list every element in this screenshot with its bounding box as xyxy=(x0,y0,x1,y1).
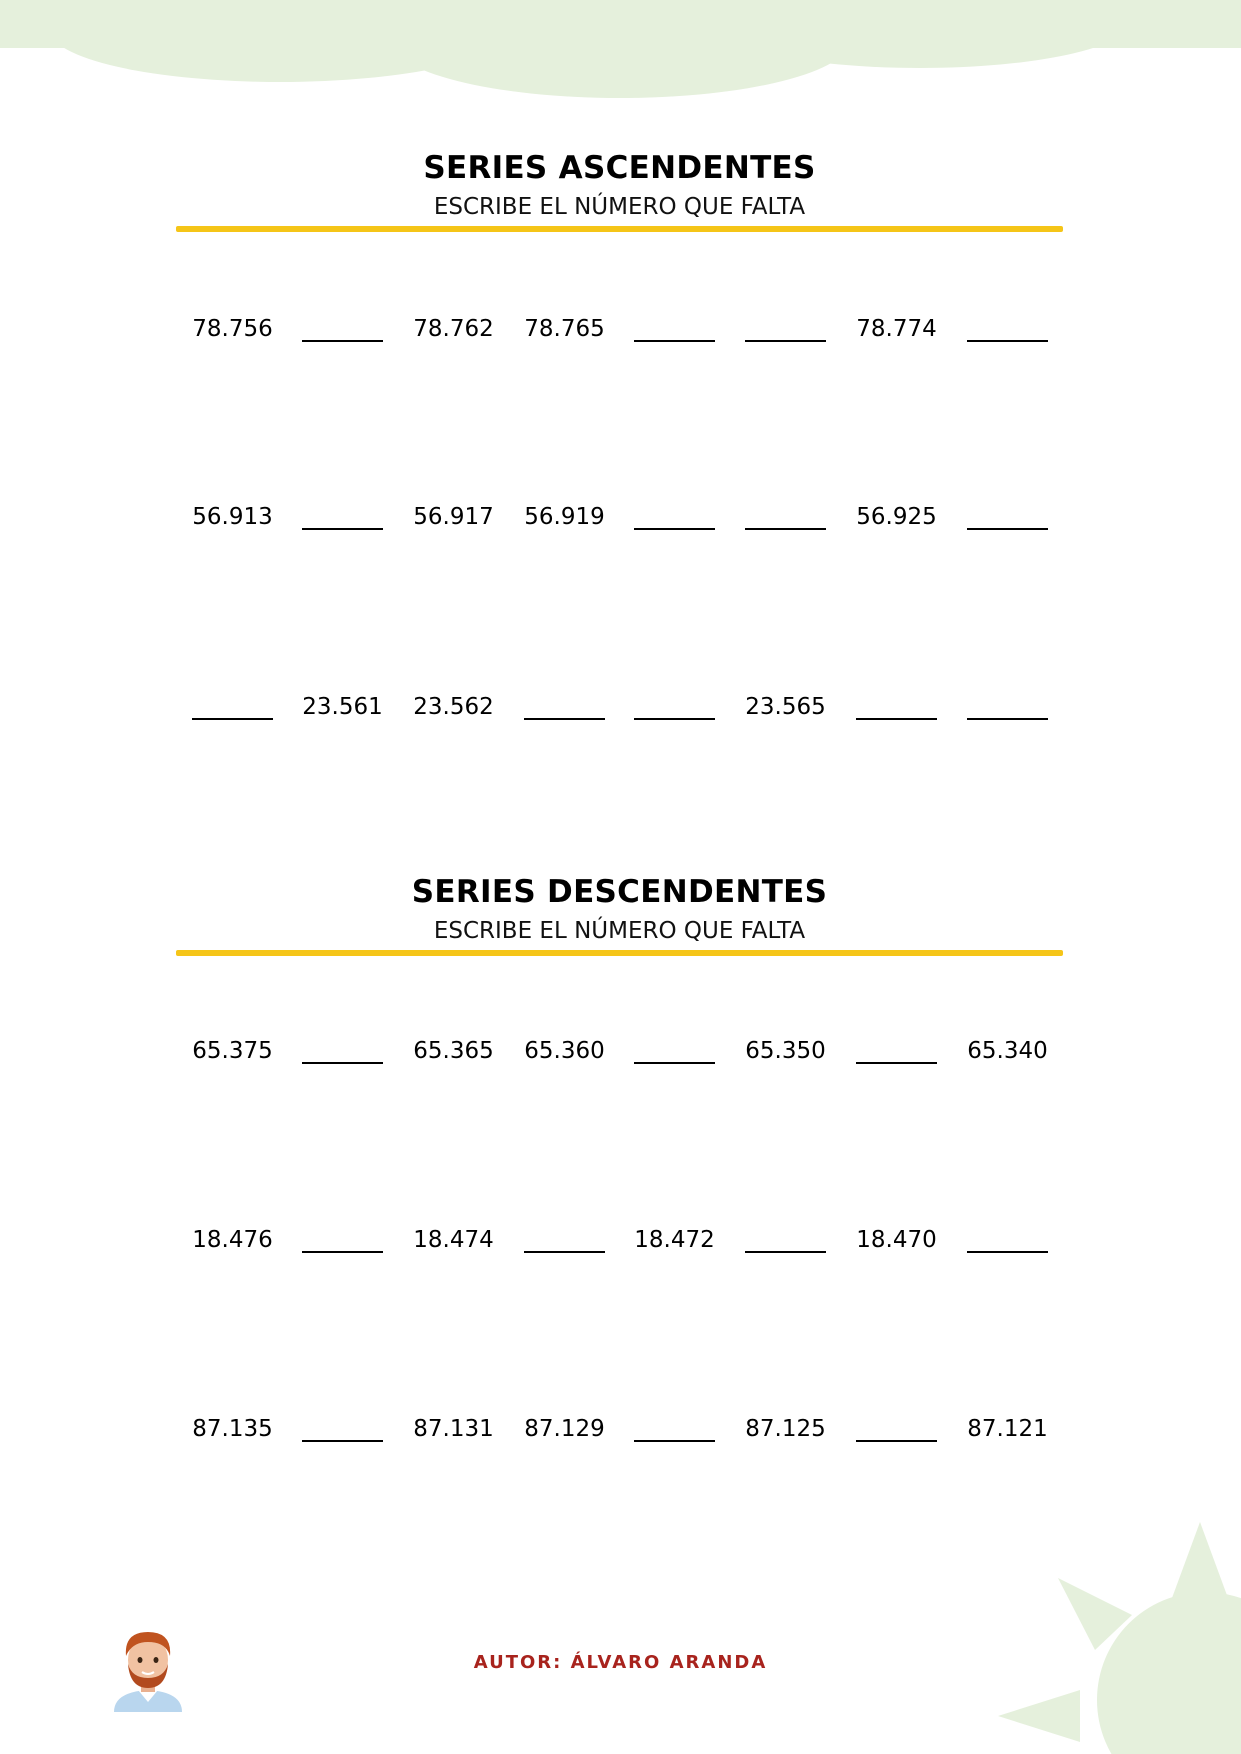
series-number: 87.129 xyxy=(524,1416,605,1442)
answer-blank[interactable] xyxy=(733,1223,838,1257)
series-row xyxy=(176,312,1063,346)
blank-underline xyxy=(745,1251,826,1253)
series-number: 78.765 xyxy=(524,316,605,342)
answer-blank[interactable] xyxy=(622,1412,727,1446)
blank-underline xyxy=(302,1062,383,1064)
series-number: 18.472 xyxy=(634,1227,715,1253)
blank-underline xyxy=(745,340,826,342)
answer-blank[interactable] xyxy=(290,1223,395,1257)
answer-blank[interactable] xyxy=(180,690,285,724)
blank-underline xyxy=(524,718,605,720)
blank-underline xyxy=(634,340,715,342)
answer-blank[interactable] xyxy=(844,690,949,724)
series-number: 23.565 xyxy=(745,694,826,720)
series-number: 87.121 xyxy=(967,1416,1048,1442)
answer-blank[interactable] xyxy=(622,690,727,724)
author-credit: AUTOR: ÁLVARO ARANDA xyxy=(473,1652,768,1673)
answer-blank[interactable] xyxy=(955,500,1060,534)
answer-blank[interactable] xyxy=(512,1223,617,1257)
descending-subtitle: ESCRIBE EL NÚMERO QUE FALTA xyxy=(433,918,806,944)
series-row xyxy=(176,500,1063,534)
answer-blank[interactable] xyxy=(622,312,727,346)
blank-underline xyxy=(302,528,383,530)
blank-underline xyxy=(634,1062,715,1064)
answer-blank[interactable] xyxy=(290,1412,395,1446)
blank-underline xyxy=(302,1440,383,1442)
answer-blank[interactable] xyxy=(733,312,838,346)
blank-underline xyxy=(524,1251,605,1253)
blank-underline xyxy=(192,718,273,720)
answer-blank[interactable] xyxy=(622,500,727,534)
series-number: 87.135 xyxy=(192,1416,273,1442)
series-number: 56.913 xyxy=(192,504,273,530)
descending-divider xyxy=(176,950,1063,956)
series-number: 78.762 xyxy=(413,316,494,342)
answer-blank[interactable] xyxy=(290,500,395,534)
answer-blank[interactable] xyxy=(733,500,838,534)
series-number: 87.131 xyxy=(413,1416,494,1442)
series-number: 65.360 xyxy=(524,1038,605,1064)
ascending-divider xyxy=(176,226,1063,232)
series-number: 87.125 xyxy=(745,1416,826,1442)
series-number: 56.925 xyxy=(856,504,937,530)
series-number: 65.350 xyxy=(745,1038,826,1064)
answer-blank[interactable] xyxy=(955,690,1060,724)
answer-blank[interactable] xyxy=(512,690,617,724)
ascending-subtitle: ESCRIBE EL NÚMERO QUE FALTA xyxy=(433,194,806,220)
blank-underline xyxy=(967,1251,1048,1253)
answer-blank[interactable] xyxy=(955,1223,1060,1257)
series-number: 18.474 xyxy=(413,1227,494,1253)
series-number: 23.561 xyxy=(302,694,383,720)
answer-blank[interactable] xyxy=(622,1034,727,1068)
answer-blank[interactable] xyxy=(290,1034,395,1068)
series-row xyxy=(176,1223,1063,1257)
blank-underline xyxy=(967,718,1048,720)
series-number: 65.375 xyxy=(192,1038,273,1064)
descending-title: SERIES DESCENDENTES xyxy=(411,874,828,910)
blank-underline xyxy=(856,1440,937,1442)
blank-underline xyxy=(302,1251,383,1253)
blank-underline xyxy=(634,718,715,720)
blank-underline xyxy=(745,528,826,530)
series-number: 65.340 xyxy=(967,1038,1048,1064)
series-number: 18.470 xyxy=(856,1227,937,1253)
series-row xyxy=(176,1412,1063,1446)
answer-blank[interactable] xyxy=(955,312,1060,346)
series-number: 56.917 xyxy=(413,504,494,530)
series-number: 78.774 xyxy=(856,316,937,342)
series-row xyxy=(176,1034,1063,1068)
blank-underline xyxy=(634,1440,715,1442)
blank-underline xyxy=(967,340,1048,342)
answer-blank[interactable] xyxy=(290,312,395,346)
series-row xyxy=(176,690,1063,724)
blank-underline xyxy=(302,340,383,342)
blank-underline xyxy=(856,1062,937,1064)
blank-underline xyxy=(634,528,715,530)
ascending-title: SERIES ASCENDENTES xyxy=(423,150,816,186)
series-number: 78.756 xyxy=(192,316,273,342)
series-number: 23.562 xyxy=(413,694,494,720)
blank-underline xyxy=(967,528,1048,530)
blank-underline xyxy=(856,718,937,720)
answer-blank[interactable] xyxy=(844,1412,949,1446)
series-number: 56.919 xyxy=(524,504,605,530)
series-number: 65.365 xyxy=(413,1038,494,1064)
series-number: 18.476 xyxy=(192,1227,273,1253)
answer-blank[interactable] xyxy=(844,1034,949,1068)
